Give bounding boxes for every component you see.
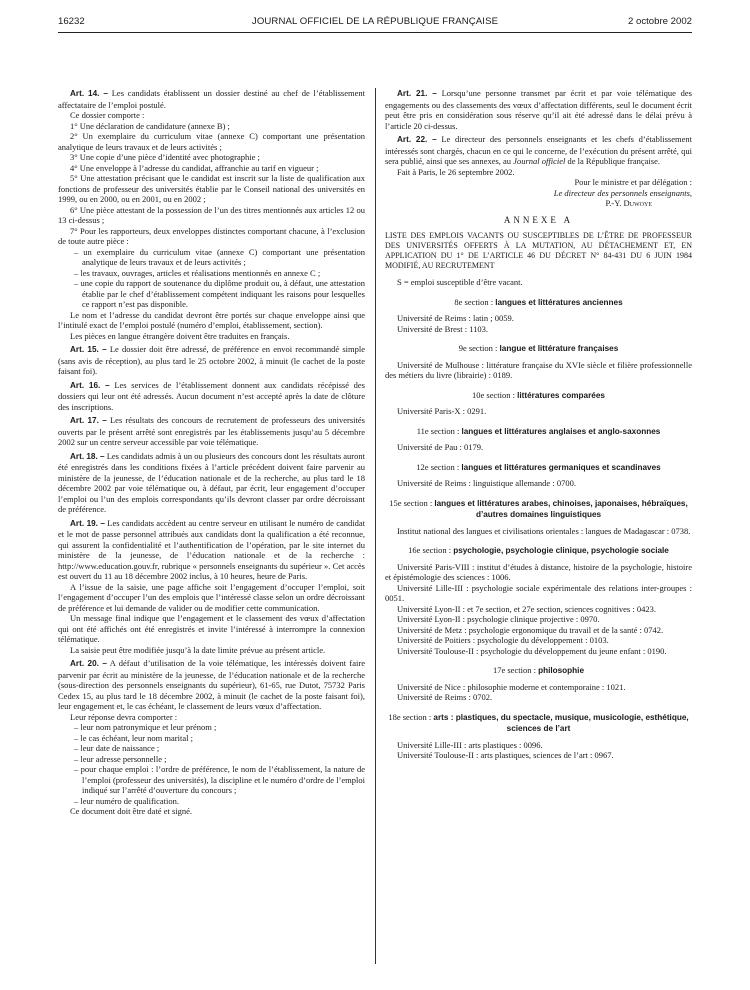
list-item: Université de Poitiers : psychologie du développement : 0103.	[397, 635, 609, 645]
article-19: Art. 19. – Les candidats accèdent au centre serveur en utilisant le numéro de candidat et le mot de passe personnel attribués aux candidats dont la qualification a été reconnue, qui assurent la confidentialité et l’authentification de l’opération, par le site internet du ministère de la jeunesse, de l’éducation nationale et de la recherche : http://www.education.gouv.fr, rubrique « personnels enseignants du supérieur ». Cet accès est ouvert du 11 au 18 décembre 2002 inclus, à 10 heures, heure de Paris.	[58, 517, 366, 581]
section-18	[385, 712, 692, 761]
dossier-item-6: 6° Une pièce attestant de la possession de l’un des titres mentionnés aux articles 12 ou 13 ci-dessus ;	[58, 204, 365, 225]
paragraph-message: Un message final indique que l’engagement et le classement des vœux d’affectation qui ont été affichés ont été enregistrés et invite l’intéressé à interrompre la connexion télématique.	[58, 613, 365, 644]
paragraph-saisie: La saisie peut être modifiée jusqu’à la date limite prévue au présent article.	[70, 644, 326, 655]
section-11	[385, 426, 692, 453]
article-label: Art. 20. –	[70, 659, 107, 668]
article-22: Art. 22. – Le directeur des personnels enseignants et les chefs d’établissement intéressés sont chargés, chacun en ce qui le concerne, de l’exécution du présent arrêté, qui sera publié, ainsi que ses annexes, au Journal officiel de la République française.	[385, 134, 692, 166]
section-8	[385, 297, 692, 335]
list-item: Université de Mulhouse : littérature française du XVIe siècle et filière professionnelle des métiers du livre (librairie) : 0189.	[385, 359, 692, 380]
list-item: Université Lyon-II : et 7e section, et 27e section, sciences cognitives : 0423.	[397, 603, 656, 614]
paragraph-date-signe: Ce document doit être daté et signé.	[70, 806, 193, 816]
section-16	[385, 545, 692, 656]
publication-date: 2 octobre 2002	[627, 16, 692, 27]
section-9	[385, 343, 692, 381]
paragraph-reponse: Leur réponse devra comporter :	[70, 711, 178, 722]
list-item: Université Toulouse-II : arts plastiques, sciences de l’art : 0967.	[397, 750, 614, 760]
paragraph-langue: Les pièces en langue étrangère doivent être traduites en français.	[70, 330, 290, 341]
article-label: Art. 14. –	[70, 89, 108, 98]
page-number: 16232	[58, 16, 85, 27]
list-item: Institut national des langues et civilisations orientales : langues de Madagascar : 0738.	[397, 525, 691, 536]
signature-line-2: Le directeur des personnels enseignants,	[553, 187, 692, 198]
liste-heading: LISTE DES EMPLOIS VACANTS OU SUSCEPTIBLES DE L’ÊTRE DE PROFESSEUR DES UNIVERSITÉS OFFERTS À LA MUTATION, AU DÉTACHEMENT ET, EN APPLICATION DU 1° DE L’ARTICLE 46 DU DÉCRET N° 84-431 DU 6 JUIN 1984 MODIFIÉ, AU RECRUTEMENT	[385, 231, 692, 270]
list-item: Université de Nice : philosophie moderne et contemporaine : 1021.	[397, 681, 626, 692]
reponse-dash-1: – leur nom patronymique et leur prénom ;	[74, 722, 217, 732]
section-heading: 11e section : langues et littératures anglaises et anglo-saxonnes	[416, 425, 661, 436]
section-heading: 8e section : langues et littératures anciennes	[454, 296, 623, 307]
article-15: Art. 15. – Le dossier doit être adressé, de préférence en envoi recommandé simple (sans avis de réception), au plus tard le 25 octobre 2002, à minuit (le cachet de la poste faisant foi).	[58, 344, 365, 376]
article-label: Art. 16. –	[70, 380, 110, 390]
section-heading: 10e section : littératures comparées	[472, 389, 605, 400]
section-10	[385, 390, 692, 417]
dossier-intro: Ce dossier comporte :	[70, 110, 145, 120]
dossier-item-5: 5° Une attestation précisant que le candidat est inscrit sur la liste de qualification aux fonctions de professeur des universités établie par le Conseil national des universités en 1999, ou en 2000, ou en 2001, ou en 2002 ;	[58, 173, 365, 204]
article-18: Art. 18. – Les candidats admis à un ou plusieurs des concours dont les résultats auront été enregistrés dans les conditions fixées à l’article précédent doivent faire parvenir au ministère de la jeunesse, de l’éducation nationale et de la recherche, au plus tard le 18 décembre 2002 par voie télématique ou, à défaut, par écrit, leur engagement d’occuper l’emploi ou l’un des emplois correspondants qu’ils devront classer par ordre décroissant de préférence.	[58, 450, 365, 514]
article-label: Art. 18. –	[70, 451, 105, 461]
list-item: Université Lille-III : psychologie sociale expérimentale des relations inter-groupes : 0051.	[385, 582, 692, 603]
reponse-dash-6: – leur numéro de qualification.	[74, 795, 180, 806]
dossier-item-7: 7° Pour les rapporteurs, deux enveloppes distinctes comportant chacune, à l’exclusion de toute autre pièce :	[58, 225, 365, 246]
signatory-name: P.-Y. Duwoye	[605, 198, 652, 208]
article-label: Art. 21. –	[397, 89, 437, 98]
dossier-item-2: 2° Un exemplaire du curriculum vitae (annexe C) comportant une présentation analytique de leurs travaux et de leurs activités ;	[58, 131, 365, 152]
list-item: Université Paris-VIII : institut d’études à distance, histoire de la psychologie, histoire et épistémologie des sciences : 1006.	[385, 561, 692, 582]
section-12	[385, 462, 692, 489]
list-item: Université Lille-III : arts plastiques : 0096.	[397, 739, 543, 750]
item7-dash-1: – un exemplaire du curriculum vitae (annexe C) comportant une présentation analytique de leurs travaux et de leurs activités ;	[74, 246, 365, 267]
dossier-item-4: 4° Une enveloppe à l’adresse du candidat, affranchie au tarif en vigueur ;	[70, 162, 319, 173]
section-heading: 12e section : langues et littératures germaniques et scandinaves	[416, 461, 661, 472]
section-heading: 18e section : arts : plastiques, du spectacle, musique, musicologie, esthétique, sciences de l’art	[388, 711, 689, 733]
list-item: Université de Reims : 0702.	[397, 692, 493, 702]
article-label: Art. 17. –	[70, 416, 107, 425]
section-heading: 17e section : philosophie	[492, 665, 585, 675]
article-17: Art. 17. – Les résultats des concours de recrutement de professeurs des universités ouverts par le présent arrêté sont enregistrés par les établissements jusqu’au 5 décembre 2002 sur un centre serveur accessible par voie télématique.	[58, 415, 365, 447]
paragraph-nom: Le nom et l’adresse du candidat devront être portés sur chaque enveloppe ainsi que l’intitulé exact de l’emploi postulé (numéro d’emploi, établissement, section).	[58, 309, 365, 330]
section-15	[385, 498, 692, 537]
article-label: Art. 22. –	[397, 135, 437, 144]
list-item: Université de Pau : 0179.	[397, 442, 484, 452]
article-label: Art. 15. –	[70, 345, 107, 354]
page-header	[58, 16, 692, 32]
reponse-dash-5: – pour chaque emploi : l’ordre de préférence, le nom de l’établissement, la nature de l’emploi (professeur des universités), la discipline et le numéro d’ordre de l’emploi indiqué sur l’arrêté d’ouverture du concours ;	[74, 764, 365, 795]
list-item: Université de Metz : psychologie ergonomique du travail et de la santé : 0742.	[397, 624, 664, 635]
list-item: Université Lyon-II : psychologie clinique projective : 0970.	[397, 614, 600, 624]
s-legend: S = emploi susceptible d’être vacant.	[397, 277, 523, 287]
article-label: Art. 19. –	[70, 518, 105, 528]
dossier-item-1: 1° Une déclaration de candidature (annexe B) ;	[70, 120, 230, 131]
article-16: Art. 16. – Les services de l’établissement donnent aux candidats récépissé des dossiers qui leur ont été adressés. Aucun document n’est accepté après la date de clôture des inscriptions.	[58, 379, 365, 412]
section-heading: 16e section : psychologie, psychologie clinique, psychologie sociale	[408, 545, 669, 555]
header-rule	[58, 32, 692, 33]
list-item: Université de Reims : linguistique allemande : 0700.	[397, 478, 576, 488]
section-heading: 15e section : langues et littératures arabes, chinoises, japonaises, hébraïques, d’autres domaines linguistiques	[389, 497, 688, 519]
right-column	[385, 88, 692, 761]
section-heading: 9e section : langue et littérature françaises	[458, 343, 619, 353]
list-item: Université de Reims : latin ; 0059.	[397, 313, 514, 323]
column-divider	[375, 88, 376, 964]
fait-a-paris: Fait à Paris, le 26 septembre 2002.	[397, 166, 515, 177]
left-column	[58, 88, 365, 817]
list-item: Université Toulouse-II : psychologie du développement du jeune enfant : 0190.	[397, 645, 667, 656]
signature-line-1: Pour le ministre et par délégation :	[574, 177, 692, 187]
list-item: Université de Brest : 1103.	[397, 323, 489, 334]
dossier-item-3: 3° Une copie d’une pièce d’identité avec photographie ;	[70, 152, 260, 162]
list-item: Université Paris-X : 0291.	[397, 406, 487, 416]
annexe-title: ANNEXE A	[503, 214, 574, 225]
article-20: Art. 20. – A défaut d’utilisation de la voie télématique, les intéressés doivent faire parvenir par écrit au ministère de la jeunesse, de l’éducation nationale et de la recherche (sous-direction des personnels enseignants du supérieur), 61-65, rue Dutot, 75732 Paris Cedex 15, au plus tard le 18 décembre 2002, à minuit (le cachet de la poste faisant foi), leur engagement et, le cas échéant, le classement de leurs vœux d’affectation.	[58, 658, 365, 711]
article-14: Art. 14. – Les candidats établissent un dossier destiné au chef de l’établissement affectataire de l’emploi postulé.	[58, 88, 365, 110]
item7-dash-3: – une copie du rapport de soutenance du diplôme produit ou, à défaut, une attestation établie par le chef d’établissement compétent indiquant les raisons pour lesquelles ce rapport n’est pas disponible.	[74, 278, 365, 309]
reponse-dash-2: – le cas échéant, leur nom marital ;	[74, 732, 193, 743]
item7-dash-2: – les travaux, ouvrages, articles et réalisations mentionnés en annexe C ;	[74, 267, 321, 278]
paragraph-issue: A l’issue de la saisie, une page affiche soit l’engagement d’occuper l’emploi, soit l’engagement d’occuper l’un des emplois que l’intéressé classe selon un ordre décroissant de préférence et lui demande de valider ou de modifier cette communication.	[58, 581, 365, 613]
journal-title: JOURNAL OFFICIEL DE LA RÉPUBLIQUE FRANÇAISE	[251, 16, 499, 27]
reponse-dash-3: – leur date de naissance ;	[74, 743, 160, 753]
article-21: Art. 21. – Lorsqu’une personne transmet par écrit et par voie télématique des engagements ou des classements des vœux d’affectation différents, seul le document écrit peut être pris en considération sous réserve qu’il ait été adressé dans le délai prévu à l’article 20 ci-dessus.	[385, 88, 692, 131]
section-17	[385, 665, 692, 703]
reponse-dash-4: – leur adresse personnelle ;	[74, 753, 167, 764]
